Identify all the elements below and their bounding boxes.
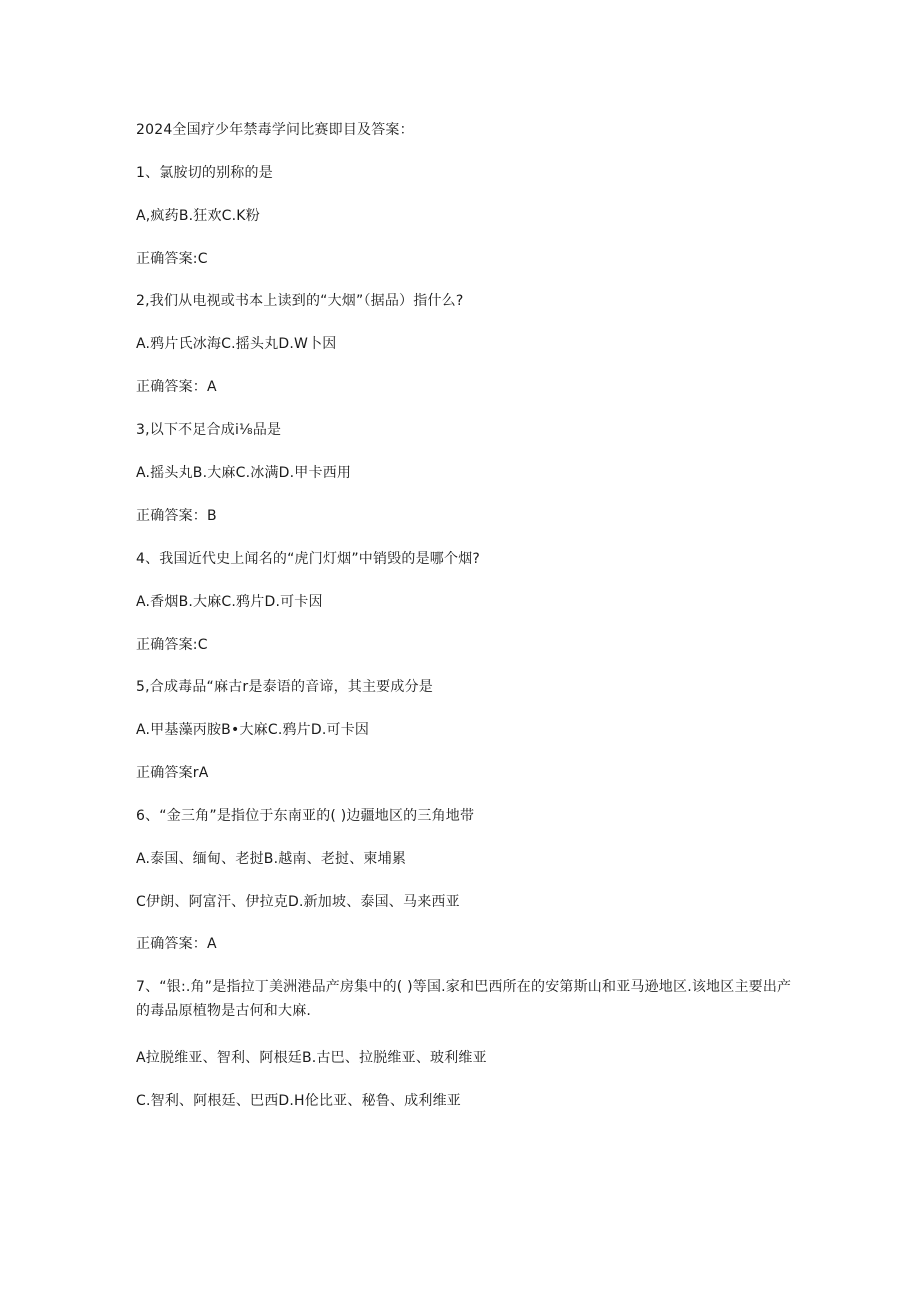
question-3-answer: 正确答案：B [136,508,217,524]
question-3-options: A.摇头丸B.大麻C.冰满D.甲卡西用 [136,465,352,481]
question-4: 4、我国近代史上闻名的“虎门灯烟”中销毁的是哪个烟? [136,551,481,567]
question-2-options: A.鸦片氏冰海C.摇头丸D.W卜因 [136,336,337,352]
question-6: 6、“金三角”是指位于东南亚的( )边疆地区的三角地带 [136,808,475,824]
question-6-options-ab: A.泰国、缅甸、老挝B.越南、老挝、柬埔累 [136,851,407,867]
question-7: 7、“银:.角”是指拉丁美洲港品产房集中的( )等国.家和巴西所在的安第斯山和亚马逊地区.该地区主要出产的毒品原植物是古何和大麻. [136,979,792,1019]
question-1-options: A,疯药B.狂欢C.K粉 [136,208,260,224]
question-7-options-cd: C.智利、阿根廷、巴西D.H伦比亚、秘鲁、成利维亚 [136,1093,461,1109]
question-3: 3,以下不足合成i⅛品是 [136,422,282,438]
document-title: 2024全国疗少年禁毒学问比赛即目及答案： [136,122,414,138]
question-4-options: A.香烟B.大麻C.鸦片D.可卡因 [136,594,323,610]
question-5-options: A.甲基藻丙胺B•大麻C.鸦片D.可卡因 [136,722,370,738]
question-1-answer: 正确答案:C [136,251,208,267]
question-4-answer: 正确答案:C [136,637,208,653]
question-6-options-cd: C伊朗、阿富汗、伊拉克D.新加坡、泰国、马来西亚 [136,894,460,910]
question-2: 2,我们从电视或书本上读到的“大烟”（据品）指什么? [136,293,464,309]
question-2-answer: 正确答案：A [136,379,217,395]
question-1: 1、氯胺切的别称的是 [136,165,273,181]
question-5: 5,合成毒品“麻古r是泰语的音谛，其主要成分是 [136,679,433,695]
question-5-answer: 正确答案rA [136,765,209,781]
question-6-answer: 正确答案：A [136,936,217,952]
question-7-options-ab: A拉脱维亚、智利、阿根廷B.古巴、拉脱维亚、玻利维亚 [136,1050,487,1066]
